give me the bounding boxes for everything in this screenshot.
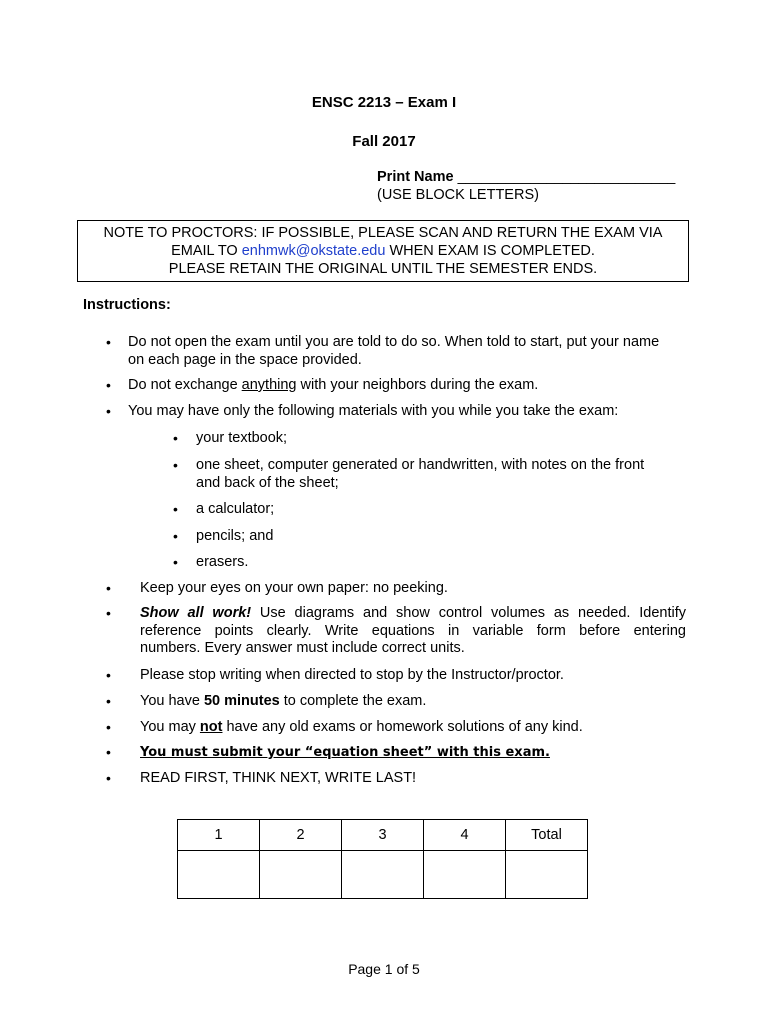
instruction-item-8-pre: You may: [140, 719, 200, 735]
material-textbook: your textbook;: [196, 430, 288, 446]
instruction-item-10: READ FIRST, THINK NEXT, WRITE LAST!: [140, 770, 417, 786]
instruction-item-5-emphasis: Show all work!: [140, 605, 252, 621]
bullet-6: •: [106, 667, 111, 683]
instruction-item-5-line1: [140, 605, 686, 623]
instruction-item-7-post: to complete the exam.: [279, 693, 427, 709]
proctor-note-line2: [78, 242, 688, 260]
exam-term: Fall 2017: [352, 133, 416, 150]
bullet-7: •: [106, 693, 111, 709]
material-notes-sheet-line2: and back of the sheet;: [196, 474, 339, 491]
proctor-note-line1: NOTE TO PROCTORS: IF POSSIBLE, PLEASE SCAN AND RETURN THE EXAM VIA: [103, 225, 663, 241]
bullet-10: •: [106, 770, 111, 786]
instruction-item-2-pre: Do not exchange: [128, 377, 242, 393]
score-header-cell: 4: [424, 820, 506, 851]
material-notes-sheet-line1: one sheet, computer generated or handwritten, with notes on the front: [196, 457, 645, 473]
instruction-item-3: You may have only the following materials with you while you take the exam:: [128, 403, 619, 419]
material-notes-sheet: [196, 457, 686, 492]
instruction-item-2-post: with your neighbors during the exam.: [296, 377, 539, 393]
instruction-item-1-line2: on each page in the space provided.: [128, 351, 362, 368]
instruction-item-2-emphasis: anything: [241, 377, 297, 393]
bullet-4: •: [106, 580, 111, 596]
material-calculator: a calculator;: [196, 501, 275, 517]
proctor-email-link[interactable]: enhmwk@okstate.edu: [241, 243, 386, 259]
instruction-item-7: [140, 693, 426, 711]
material-pencils: pencils; and: [196, 528, 274, 544]
material-erasers: erasers.: [196, 554, 249, 570]
instruction-item-4: Keep your eyes on your own paper: no peeking.: [140, 580, 448, 596]
proctor-note-box: [77, 220, 689, 282]
instructions-heading: Instructions:: [83, 297, 171, 313]
instruction-item-8: [140, 719, 583, 737]
bullet-3: •: [106, 403, 111, 419]
bullet-5: •: [106, 605, 111, 621]
sub-bullet-5: •: [173, 554, 178, 570]
score-header-cell: 3: [342, 820, 424, 851]
instruction-item-5-line2: reference points clearly. Write equations in variable form before entering: [140, 622, 686, 639]
score-table-entry-row: [178, 851, 588, 899]
score-entry-cell[interactable]: [178, 851, 260, 899]
proctor-note-email-prefix: EMAIL TO: [171, 243, 242, 259]
score-table: [177, 819, 588, 899]
print-name-blank: ___________________________: [457, 169, 676, 185]
instruction-item-5-line3: numbers. Every answer must include correct units.: [140, 640, 465, 656]
score-header-cell: 2: [260, 820, 342, 851]
page-number: Page 1 of 5: [348, 961, 420, 977]
bullet-8: •: [106, 719, 111, 735]
instruction-item-8-post: have any old exams or homework solutions of any kind.: [222, 719, 583, 735]
instruction-item-5-line1-rest: Use diagrams and show control volumes as needed. Identify: [251, 605, 686, 621]
instruction-item-1: [128, 334, 688, 369]
score-entry-cell[interactable]: [424, 851, 506, 899]
print-name-row: [377, 169, 675, 185]
instruction-item-8-emphasis: not: [199, 719, 223, 735]
score-entry-cell[interactable]: [260, 851, 342, 899]
score-entry-cell[interactable]: [506, 851, 588, 899]
instruction-item-2: [128, 377, 538, 395]
proctor-note-email-suffix: WHEN EXAM IS COMPLETED.: [385, 243, 595, 259]
exam-title: ENSC 2213 – Exam I: [311, 94, 457, 111]
sub-bullet-1: •: [173, 430, 178, 446]
score-entry-cell[interactable]: [342, 851, 424, 899]
instruction-item-9: You must submit your “equation sheet” with this exam.: [140, 745, 550, 760]
score-header-cell: Total: [506, 820, 588, 851]
sub-bullet-2: •: [173, 457, 178, 473]
instruction-item-7-emphasis: 50 minutes: [203, 693, 280, 709]
bullet-2: •: [106, 377, 111, 393]
score-table-header-row: [178, 820, 588, 851]
instruction-item-1-line1: Do not open the exam until you are told to do so. When told to start, put your name: [128, 334, 660, 350]
bullet-1: •: [106, 334, 111, 350]
proctor-note-line3: PLEASE RETAIN THE ORIGINAL UNTIL THE SEMESTER ENDS.: [168, 261, 598, 277]
print-name-label: Print Name: [377, 169, 454, 185]
sub-bullet-4: •: [173, 528, 178, 544]
instruction-item-7-pre: You have: [140, 693, 204, 709]
instruction-item-5: [140, 605, 686, 658]
sub-bullet-3: •: [173, 501, 178, 517]
bullet-9: •: [106, 744, 111, 760]
block-letters-note: (USE BLOCK LETTERS): [377, 187, 539, 203]
score-header-cell: 1: [178, 820, 260, 851]
instruction-item-6: Please stop writing when directed to stop by the Instructor/proctor.: [140, 667, 564, 683]
